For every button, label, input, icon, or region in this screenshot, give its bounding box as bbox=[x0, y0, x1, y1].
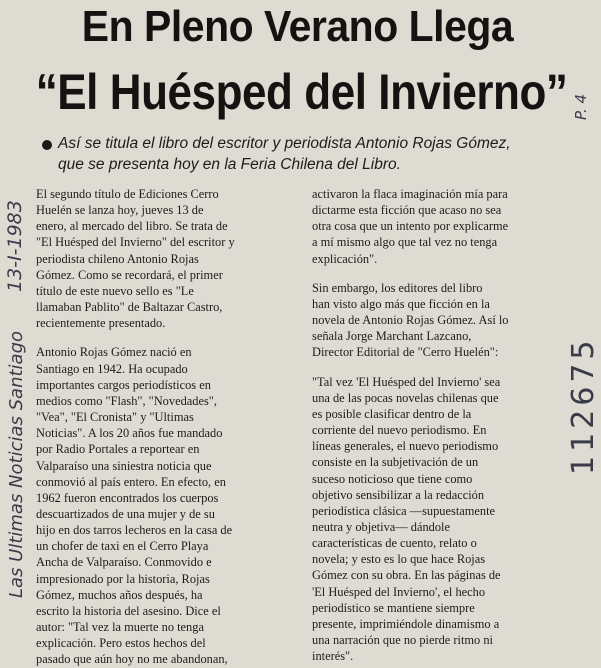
article-line: señala Jorge Marchant Lazcano, bbox=[312, 329, 472, 344]
headline-line-1: En Pleno Verano Llega bbox=[81, 2, 514, 51]
article-line: 'El Huésped del Invierno', el hecho bbox=[312, 584, 486, 599]
article-line: Director Editorial de "Cerro Huelén": bbox=[312, 345, 499, 360]
article-line: características de cuento, relato o bbox=[312, 536, 477, 551]
article-line: Sin embargo, los editores del libro bbox=[312, 280, 483, 295]
paragraph-gap bbox=[36, 331, 306, 344]
article-line: medios como "Flash", "Novedades", bbox=[36, 393, 217, 408]
article-line: consiste en la subjetivación de un bbox=[312, 455, 479, 470]
article-line: a mí mismo algo que tal vez no tenga bbox=[312, 235, 498, 250]
article-line: 1962 fueron encontrados los cuerpos bbox=[36, 490, 219, 505]
article-line: explicación. Pero estos hechos del bbox=[36, 636, 206, 651]
article-line: dictarme esta ficción que acaso no sea bbox=[312, 203, 502, 218]
article-line: una de las pocas novelas chilenas que bbox=[312, 390, 499, 405]
article-line: "Vea", "El Cronista" y "Ultimas bbox=[36, 410, 194, 425]
handwritten-date: 13-I-1983 bbox=[4, 200, 26, 292]
article-line: es posible clasificar dentro de la bbox=[312, 406, 472, 421]
article-line: recientemente presentado. bbox=[36, 316, 166, 331]
article-line: corriente del nuevo periodismo. En bbox=[312, 423, 487, 438]
paragraph-gap bbox=[312, 267, 567, 280]
article-line: Antonio Rojas Gómez nació en bbox=[36, 345, 192, 360]
article-line: periodístico se mantiene siempre bbox=[312, 600, 475, 615]
article-line: Gómez, muchos años después, ha bbox=[36, 587, 203, 602]
article-line: importantes cargos periodísticos en bbox=[36, 377, 211, 392]
subheadline-line-2: que se presenta hoy en la Feria Chilena del Libro. bbox=[58, 156, 401, 173]
article-line: novela de Antonio Rojas Gómez. Así lo bbox=[312, 313, 509, 328]
article-line: explicación". bbox=[312, 251, 378, 266]
bullet-icon bbox=[42, 140, 52, 150]
article-line: descuartizados de una mujer y de su bbox=[36, 506, 215, 521]
article-line: "El Huésped del Invierno" del escritor y bbox=[36, 235, 235, 250]
article-line: llamaban Pablito" de Baltazar Castro, bbox=[36, 300, 223, 315]
article-line: Santiago en 1942. Ha ocupado bbox=[36, 361, 188, 376]
article-line: han visto algo más que ficción en la bbox=[312, 296, 490, 311]
handwritten-source: Las Ultimas Noticias Santiago bbox=[6, 330, 27, 598]
article-line: Ancha de Valparaíso. Conmovido e bbox=[36, 555, 212, 570]
article-line: escrito la historia del asesino. Dice el bbox=[36, 603, 221, 618]
paragraph-gap bbox=[312, 361, 567, 374]
article-line: conmovió al país entero. En efecto, en bbox=[36, 474, 226, 489]
article-line: interés". bbox=[312, 649, 354, 664]
article-line: Gómez. Como se recordará, el primer bbox=[36, 267, 223, 282]
subheadline-line-1: Así se titula el libro del escritor y periodista Antonio Rojas Gómez, bbox=[58, 135, 511, 152]
article-line: periodística clásica —supuestamente bbox=[312, 503, 496, 518]
article-line: hijo en dos tarros lecheros en la casa de bbox=[36, 523, 233, 538]
article-right-column bbox=[312, 186, 567, 664]
article-line: enero, al mercado del libro. Se trata de bbox=[36, 219, 228, 234]
handwritten-page: P. 4 bbox=[572, 93, 590, 120]
article-line: Noticias". A los 20 años fue mandado bbox=[36, 426, 223, 441]
article-line: El segundo título de Ediciones Cerro bbox=[36, 187, 219, 201]
article-line: autor: "Tal vez la muerte no tenga bbox=[36, 620, 204, 635]
article-line: presente, imprimiéndole dinamismo a bbox=[312, 616, 500, 631]
article-left-column bbox=[36, 186, 306, 667]
article-line: un chofer de taxi en el Cerro Playa bbox=[36, 539, 209, 554]
article-line: Gómez con su obra. En las páginas de bbox=[312, 568, 501, 583]
handwritten-archive-code: 112675 bbox=[566, 336, 601, 475]
article-line: líneas generales, el nuevo periodismo bbox=[312, 439, 499, 454]
article-line: Valparaíso una siniestra noticia que bbox=[36, 458, 212, 473]
article-line: impresionado por la historia, Rojas bbox=[36, 571, 210, 586]
article-line: Huelén se lanza hoy, jueves 13 de bbox=[36, 203, 204, 218]
article-line: objetivo sensibilizar a la redacción bbox=[312, 487, 485, 502]
article-line: título de este nuevo sello es "Le bbox=[36, 283, 194, 298]
article-line: pasado que aún hoy no me abandonan, bbox=[36, 652, 228, 667]
article-line: otra cosa que un intento por explicarme bbox=[312, 219, 509, 234]
article-line: neutra y objetiva— dándole bbox=[312, 519, 450, 534]
article-line: activaron la flaca imaginación mía para bbox=[312, 187, 508, 201]
article-line: novela; y esto es lo que hace Rojas bbox=[312, 552, 486, 567]
article-line: periodista chileno Antonio Rojas bbox=[36, 251, 199, 266]
article-line: suceso noticioso que tiene como bbox=[312, 471, 473, 486]
article-line: una narración que no pierde ritmo ni bbox=[312, 633, 493, 648]
article-line: por Radio Portales a reportear en bbox=[36, 442, 200, 457]
headline-line-2: “El Huésped del Invierno” bbox=[35, 64, 568, 120]
article-line: "Tal vez 'El Huésped del Invierno' sea bbox=[312, 374, 501, 389]
